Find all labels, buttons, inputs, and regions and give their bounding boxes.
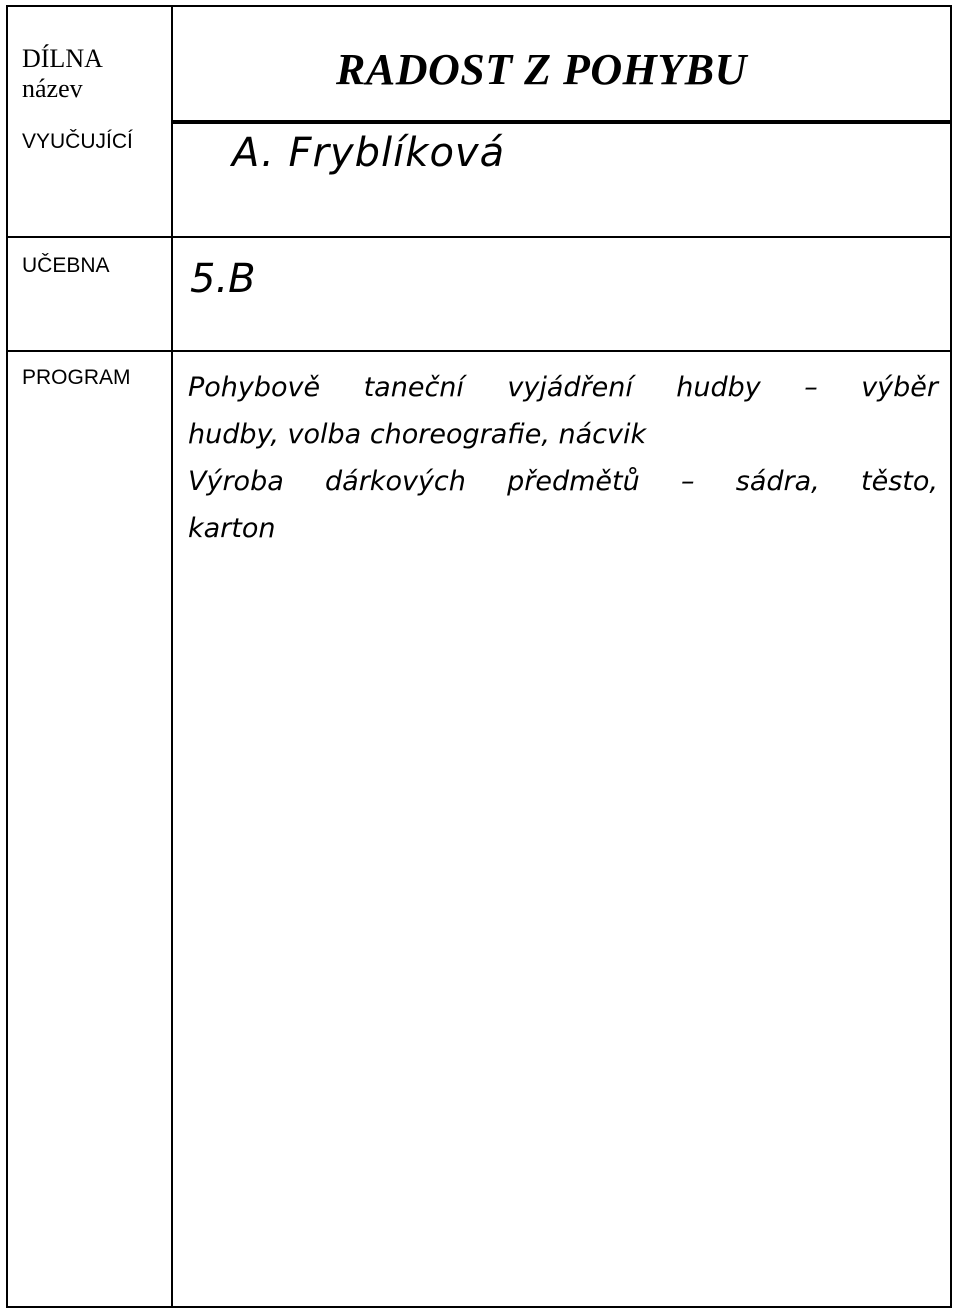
program-line-2: hudby, volba choreografie, nácvik bbox=[188, 419, 647, 450]
teacher-label: VYUČUJÍCÍ bbox=[22, 130, 133, 153]
teacher-name: A. Fryblíková bbox=[232, 130, 506, 176]
row-divider-room bbox=[6, 350, 952, 352]
program-line-1: Pohybově taneční vyjádření hudby – výběr bbox=[188, 372, 938, 403]
workshop-label-line2: název bbox=[22, 74, 83, 103]
workshop-label-line1: DÍLNA bbox=[22, 44, 103, 73]
room-value: 5.B bbox=[190, 256, 256, 302]
program-line-4: karton bbox=[188, 513, 276, 544]
title-underline bbox=[171, 120, 952, 124]
program-label: PROGRAM bbox=[22, 366, 131, 389]
program-description bbox=[188, 364, 938, 552]
room-label: UČEBNA bbox=[22, 254, 110, 277]
workshop-label bbox=[22, 44, 103, 104]
form-sheet bbox=[6, 5, 952, 1308]
program-line-3: Výroba dárkových předmětů – sádra, těsto, bbox=[188, 466, 938, 497]
column-divider bbox=[171, 5, 173, 1308]
row-divider-teacher bbox=[6, 236, 952, 238]
workshop-title: RADOST Z POHYBU bbox=[336, 45, 747, 94]
